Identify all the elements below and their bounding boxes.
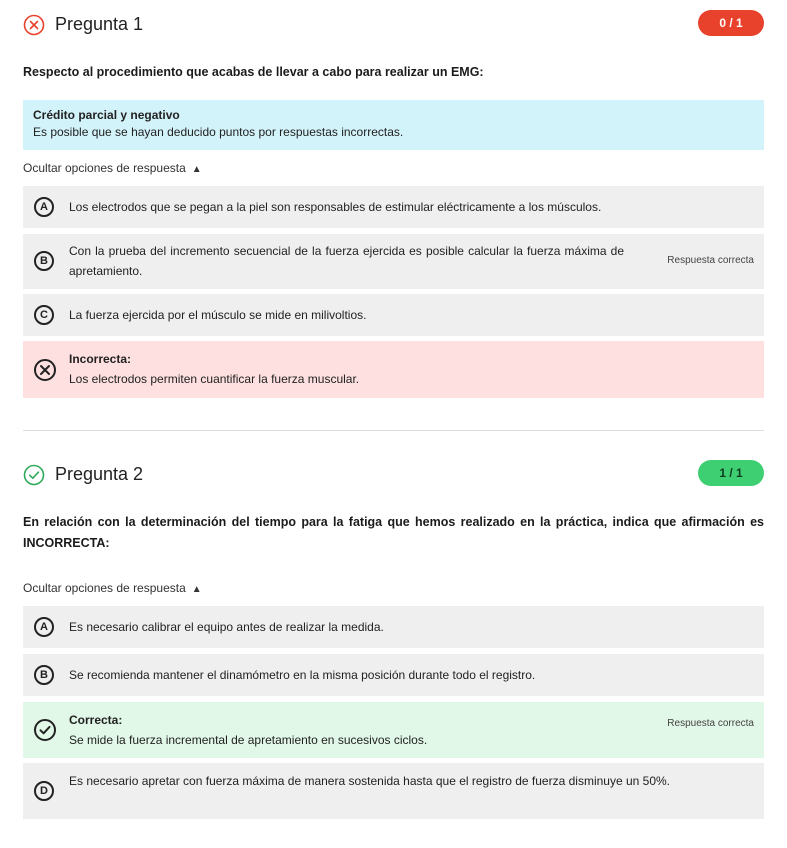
toggle-label: Ocultar opciones de respuesta [23,581,186,595]
option-a[interactable] [23,606,764,648]
selected-answer-incorrect[interactable] [23,341,764,398]
info-box-wrap [23,100,764,150]
option-result-label: Correcta: [69,713,123,727]
option-text: Se mide la fuerza incremental de apretamiento en sucesivos ciclos. [69,733,428,747]
option-text: La fuerza ejercida por el músculo se mide en milivoltios. [69,308,367,322]
question-text: En relación con la determinación del tiempo para la fatiga que hemos realizado en la práctica, indica que afirmación es INCORRECTA: [23,515,764,550]
question-text: Respecto al procedimiento que acabas de llevar a cabo para realizar un EMG: [23,65,484,79]
question-header [23,10,764,40]
option-letter-badge: B [34,665,54,685]
toggle-label: Ocultar opciones de respuesta [23,161,186,175]
toggle-wrap [23,578,764,598]
option-text: Se recomienda mantener el dinamómetro en la misma posición durante todo el registro. [69,668,536,682]
correct-circle-icon [23,464,45,486]
option-text: Los electrodos permiten cuantificar la fuerza muscular. [69,372,360,386]
incorrect-circle-icon [23,14,45,36]
option-text: Con la prueba del incremento secuencial de la fuerza ejercida es posible calcular la fuerza máxima de apretamiento. [69,244,624,278]
chevron-up-icon: ▲ [191,584,202,595]
score-badge: 0 / 1 [698,10,764,36]
option-a[interactable] [23,186,764,228]
option-letter-badge: B [34,251,54,271]
question-title: Pregunta 2 [55,464,144,484]
question-2-text-wrap [23,512,764,554]
question-2-options [23,606,764,818]
correct-answer-tag: Respuesta correcta [667,718,754,729]
option-letter-badge: D [34,781,54,801]
option-result-label: Incorrecta: [69,352,132,366]
question-header [23,460,764,490]
info-box [23,100,764,150]
option-d[interactable] [23,763,764,819]
question-title: Pregunta 1 [55,14,144,34]
question-1-options [23,186,764,398]
option-letter-badge: C [34,305,54,325]
option-text: Los electrodos que se pegan a la piel son responsables de estimular eléctricamente a los músculos. [69,200,602,214]
option-letter-badge: A [34,617,54,637]
option-text: Es necesario calibrar el equipo antes de realizar la medida. [69,620,384,634]
info-title: Crédito parcial y negativo [33,108,180,122]
chevron-up-icon: ▲ [191,164,202,175]
section-divider [23,430,764,431]
toggle-wrap [23,158,764,178]
option-b[interactable] [23,654,764,696]
question-1 [23,10,764,40]
option-content [69,710,629,750]
correct-answer-tag: Respuesta correcta [667,255,754,266]
option-letter-badge: A [34,197,54,217]
option-b[interactable] [23,234,764,289]
question-2 [23,460,764,490]
selected-answer-correct[interactable] [23,702,764,758]
hide-options-toggle[interactable] [23,578,764,598]
incorrect-circle-icon [33,358,57,382]
correct-circle-icon [33,718,57,742]
score-badge: 1 / 1 [698,460,764,486]
option-content [69,349,729,389]
option-c[interactable] [23,294,764,336]
option-text: Es necesario apretar con fuerza máxima de manera sostenida hasta que el registro de fuerza disminuye un 50%. [69,774,670,788]
question-1-text-wrap [23,62,764,83]
info-body: Es posible que se hayan deducido puntos por respuestas incorrectas. [33,125,404,139]
hide-options-toggle[interactable] [23,158,764,178]
